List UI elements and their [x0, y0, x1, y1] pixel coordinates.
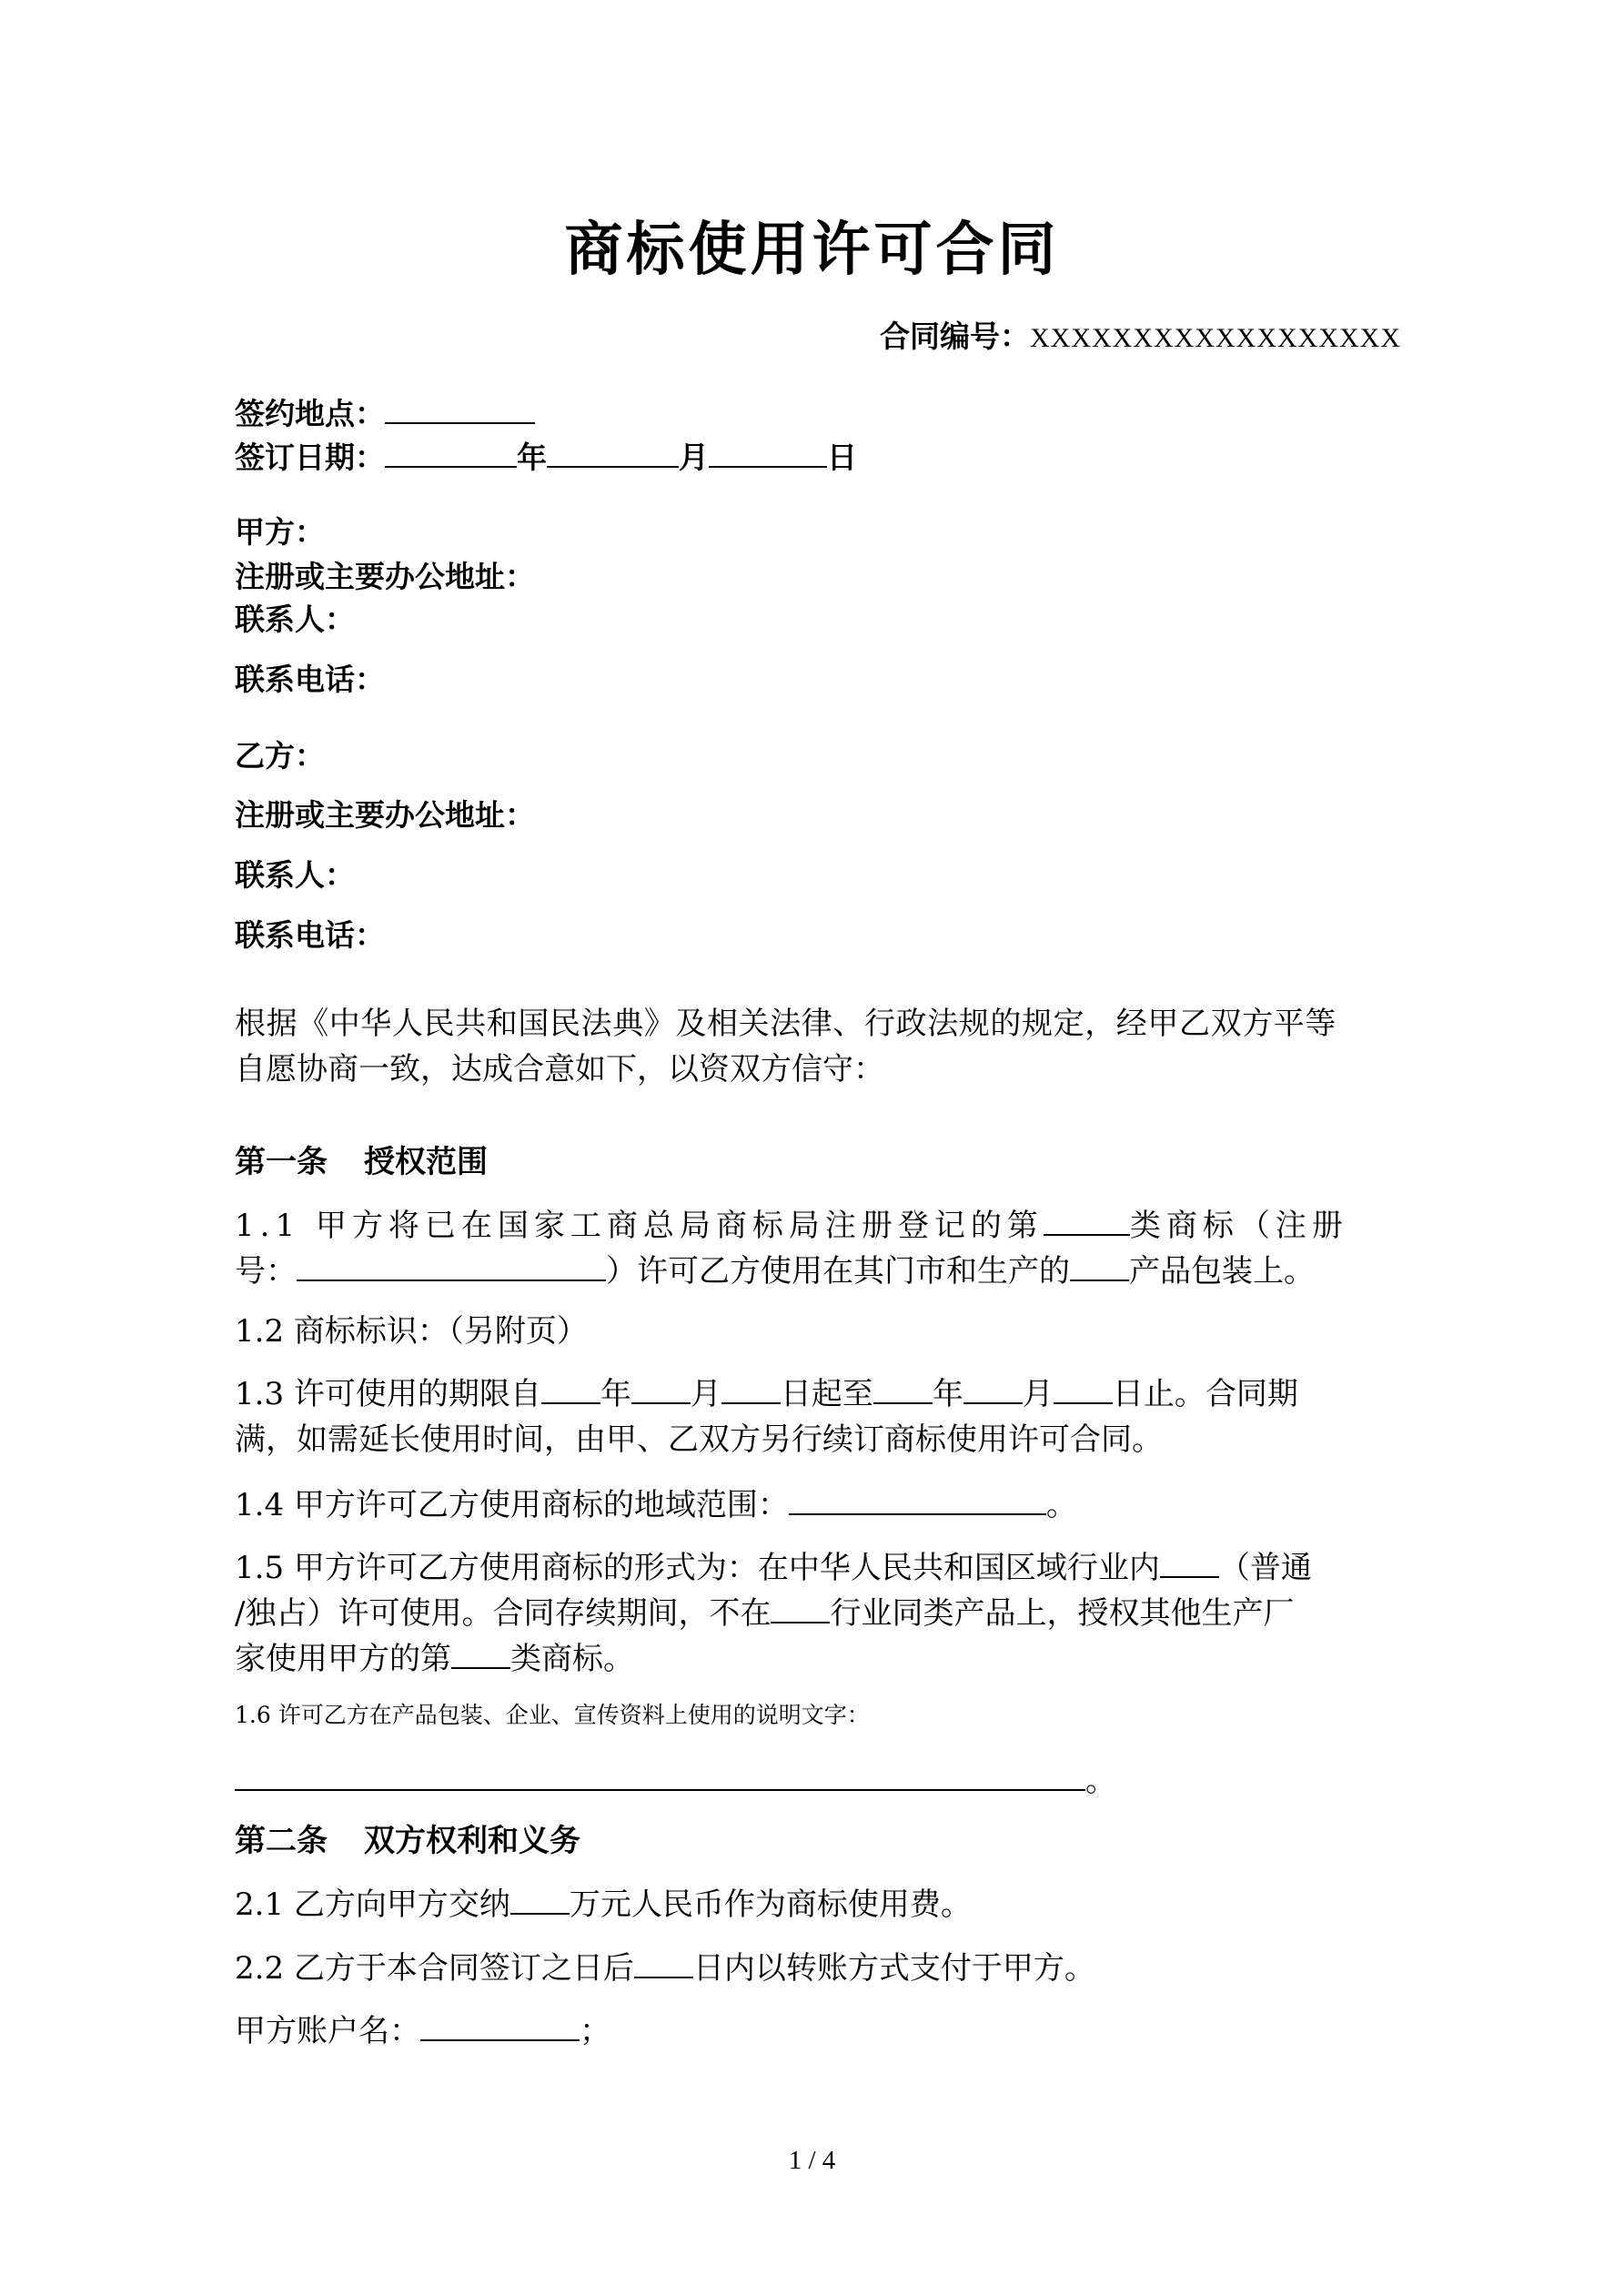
clause-1-3-month-label: 月 [690, 1376, 721, 1412]
clause-1-6-description-blank[interactable] [235, 1765, 1085, 1791]
clause-1-3-year-label: 年 [600, 1376, 631, 1412]
clause-1-1-text-c: 号： [235, 1253, 297, 1290]
clause-1-1-regno-blank[interactable] [297, 1256, 606, 1281]
party-a-account-line [235, 2013, 610, 2049]
month-label: 月 [679, 440, 709, 475]
clause-1-5-industry-blank[interactable] [771, 1598, 830, 1623]
clause-1-3-to-label: 日止。合同期 [1112, 1376, 1298, 1412]
clause-1-1-text-e: 产品包装上。 [1129, 1253, 1315, 1290]
clause-2-2-text-a: 2.2 乙方于本合同签订之日后 [235, 1950, 634, 1987]
clause-1-1-text-d: ）许可乙方使用在其门市和生产的 [606, 1253, 1070, 1290]
clause-1-6-text-line [235, 1763, 1116, 1799]
clause-1-6: 1.6 许可乙方在产品包装、企业、宣传资料上使用的说明文字： [235, 1702, 870, 1728]
party-a-phone-label: 联系电话： [235, 662, 385, 697]
article-2-title: 双方权利和义务 [364, 1823, 580, 1859]
clause-2-2-days-blank[interactable] [634, 1953, 693, 1978]
party-a-address-label: 注册或主要办公地址： [235, 559, 535, 594]
article-2-number: 第二条 [235, 1823, 328, 1859]
clause-1-2: 1.2 商标标识：（另附页） [235, 1313, 588, 1350]
clause-1-3-start-year-blank[interactable] [541, 1379, 600, 1404]
clause-1-5-text-b: （普通 [1218, 1550, 1312, 1586]
clause-1-1-line-2 [235, 1253, 1315, 1290]
clause-1-3-text-a: 1.3 许可使用的期限自 [235, 1376, 541, 1412]
clause-2-2-text-b: 日内以转账方式支付于甲方。 [692, 1950, 1095, 1987]
clause-2-1 [235, 1886, 972, 1923]
clause-2-1-text-a: 2.1 乙方向甲方交纳 [235, 1886, 510, 1923]
clause-1-5-line-2 [235, 1595, 1295, 1632]
clause-1-5-text-c: /独占）许可使用。合同存续期间，不在 [235, 1595, 772, 1632]
clause-1-5-text-f: 类商标。 [510, 1641, 634, 1677]
article-1-heading [235, 1144, 488, 1180]
clause-1-5-text-a: 1.5 甲方许可乙方使用商标的形式为：在中华人民共和国区域行业内 [235, 1550, 1160, 1586]
clause-1-4-text-b: 。 [1045, 1487, 1077, 1523]
sign-place-blank[interactable] [385, 399, 535, 424]
clause-1-3-start-month-blank[interactable] [631, 1379, 691, 1404]
clause-1-5-line-3 [235, 1641, 634, 1677]
party-a-contact-label: 联系人： [235, 602, 355, 637]
clause-1-5-class-blank[interactable] [451, 1644, 510, 1669]
clause-1-5-type-blank[interactable] [1160, 1553, 1219, 1578]
party-a-account-label: 甲方账户名： [235, 2013, 420, 2049]
clause-1-3-month-label-2: 月 [1022, 1376, 1054, 1412]
preamble-line-1: 根据《中华人民共和国民法典》及相关法律、行政法规的规定，经甲乙双方平等 [235, 1006, 1337, 1042]
party-a-account-blank[interactable] [420, 2016, 580, 2041]
page-number: 1 / 4 [788, 2146, 836, 2175]
clause-1-4-text-a: 1.4 甲方许可乙方使用商标的地域范围： [235, 1487, 789, 1523]
party-b-label: 乙方： [235, 738, 325, 774]
clause-1-1-text-b: 类商标（注册 [1129, 1208, 1348, 1244]
clause-2-1-fee-blank[interactable] [510, 1889, 570, 1915]
clause-1-3-year-label-2: 年 [932, 1376, 963, 1412]
clause-1-3-start-day-blank[interactable] [721, 1379, 781, 1404]
sign-place-label: 签约地点： [235, 396, 385, 431]
party-a-label: 甲方： [235, 514, 325, 550]
clause-1-1-class-blank[interactable] [1044, 1210, 1130, 1236]
clause-1-5-text-e: 家使用甲方的第 [235, 1641, 451, 1677]
contract-number-value: XXXXXXXXXXXXXXXXXX [1030, 323, 1401, 353]
clause-1-4 [235, 1487, 1077, 1523]
clause-1-5-line-1 [235, 1550, 1312, 1586]
clause-1-3-end-year-blank[interactable] [873, 1379, 933, 1404]
clause-1-4-region-blank[interactable] [789, 1490, 1046, 1515]
clause-1-1-product-blank[interactable] [1070, 1256, 1129, 1281]
sign-day-blank[interactable] [709, 442, 827, 468]
contract-number [880, 321, 1401, 352]
article-2-heading [235, 1823, 580, 1859]
sign-year-blank[interactable] [385, 442, 517, 468]
party-b-address-label: 注册或主要办公地址： [235, 797, 535, 833]
clause-1-3-end-day-blank[interactable] [1054, 1379, 1113, 1404]
day-label: 日 [827, 440, 857, 475]
sign-month-blank[interactable] [547, 442, 679, 468]
clause-2-2 [235, 1950, 1095, 1987]
year-label: 年 [517, 440, 547, 475]
sign-date-label: 签订日期： [235, 440, 385, 475]
preamble-line-2: 自愿协商一致，达成合意如下，以资双方信守： [235, 1051, 884, 1087]
clause-1-1-text-a: 1.1 甲方将已在国家工商总局商标局注册登记的第 [235, 1208, 1044, 1244]
article-1-title: 授权范围 [364, 1144, 488, 1180]
clause-1-1-line-1 [235, 1208, 1348, 1244]
clause-1-3-end-month-blank[interactable] [963, 1379, 1023, 1404]
sign-date-line [235, 440, 857, 475]
party-b-phone-label: 联系电话： [235, 917, 385, 953]
clause-1-3-line-1 [235, 1376, 1298, 1412]
sign-place-line [235, 396, 535, 431]
clause-1-6-end: 。 [1085, 1763, 1116, 1799]
clause-1-3-from-label: 日起至 [780, 1376, 873, 1412]
article-1-number: 第一条 [235, 1144, 328, 1180]
clause-1-3-line-2: 满，如需延长使用时间，由甲、乙双方另行续订商标使用许可合同。 [235, 1421, 1163, 1458]
clause-2-1-text-b: 万元人民币作为商标使用费。 [569, 1886, 972, 1923]
contract-number-label: 合同编号： [880, 319, 1031, 354]
clause-1-5-text-d: 行业同类产品上，授权其他生产厂 [830, 1595, 1295, 1632]
page-title: 商标使用许可合同 [564, 216, 1060, 284]
party-b-contact-label: 联系人： [235, 857, 355, 893]
party-a-account-end: ； [580, 2013, 610, 2049]
